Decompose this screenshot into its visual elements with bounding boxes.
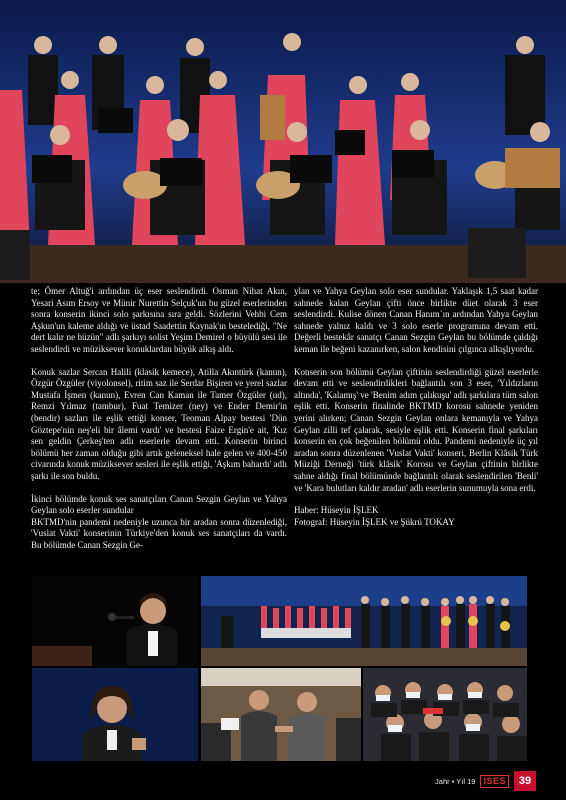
photo-audience-crowd	[363, 668, 527, 761]
photo-credits: Haber: Hüseyin İŞLEK Fotograf: Hüseyin İŞLEK ve Şükrü TOKAY	[294, 505, 455, 527]
article-column-right	[294, 286, 538, 539]
article-paragraph: Konuk sazlar Sercan Halili (klasik kemece), Atilla Akıntürk (kanun), Özgür Özgüler (viyolonsel), ritim saz ile Serdar Bişiren ve yerel sazlar Mustafa İşmen (kanun), Evren Can Kaman ile Tamer Özgüler (ud), Remzi Yılmaz (tambur), Fuat Temizer (ney) ve Ender Demir'in (bendir) sazları ile eşlik ettiği konser, Teoman Alpay bestesi 'Dün Göztepe'nin neş'eli bir âlemi vardı' ve bestesi Faize Ergin'e ait, 'Kız sen geldin Çerkeş'ten adlı eserlerle devam etti. Konserin birinci bölümü her zaman olduğu gibi artık geleneksel hale gelen ve 400-450 civarında konuk müziksever sesleri ile eşlik ettiği, 'Aşkım bahardı' adlı şarkı ile son buldu.	[31, 366, 287, 481]
photo-award-handshake	[201, 668, 361, 761]
crowd-illustration	[363, 668, 527, 761]
handshake-illustration	[201, 668, 361, 761]
article-column-left	[31, 286, 287, 562]
magazine-logo-icon: ISES	[480, 775, 509, 788]
page-footer	[435, 771, 536, 791]
photo-instrument-player	[32, 668, 198, 761]
article-paragraph: te; Ömer Altuğ'i ardından üç eser seslendirdi. Osman Nihat Akın, Yesari Asım Ersoy ve Münir Nurettin Selçuk'un bu güzel eserlerinden sonra konserin ikinci solo şarkısına sıra geldi. Sözlerini Vehbi Cem Aşkun'un kaleme aldığı ve üstad Saadettin Kaynak'ın bestelediği, "Ne dert kalır ne hüzün" adlı şarkıyı solist Yeşim Demirel o büyülü sesi ile seslendirdi ve müziksever konuklardan büyük alkış aldı.	[31, 286, 287, 354]
player-illustration	[32, 668, 198, 761]
issue-label: Jahr • Yıl 19	[435, 776, 476, 786]
page-number: 39	[514, 771, 536, 791]
article-paragraph: İkinci bölümde konuk ses sanatçıları Canan Sezgin Geylan ve Yahya Geylan solo eserler sundular BKTMD'nin pandemi nedeniyle uzunca bir aradan sonra düzenlediği, 'Vuslat Vakti' konserinin Türkiye'den konuk ses sanatçıları da vardı. Bu bölümde Canan Sezgin Ge-	[31, 493, 287, 550]
photo-stage-ensemble	[201, 576, 527, 666]
article-paragraph: Konserin son bölümü Geylan çiftinin seslendirdiği güzel eserlerle devam etti ve seslendirdikleri bağlantılı son 3 eser, 'Yıldızların altında', 'Kalamış' ve 'Benim adım çalıkuşu' adlı şarkılara tüm salon eşlik etti. Konserin finalinde BKTMD korosu sahnede yeniden yerini alırken; Canan Sezgin Geylan onlara kemanıyla ve Yahya Geylan zilli tef çalarak, sesiyle eşlik etti. Konserin final şarkıları konserin en çok beğenilen bölümü oldu. Pandemi nedeniyle üç yıl aradan sonra düzenlenen 'Vuslat Vakti' konseri, Berlin Klâsik Türk Müziği Derneği 'türk klâsik' Korosu ve Geylan çiftinin birlikte sahne aldığı final bölümünde bağlantılı olarak seslendirilen 'Benli' ve 'Kara bulutları kaldır aradan' adlı eserlerin sunumuyla sona erdi.	[294, 366, 538, 493]
stage-ensemble-illustration	[201, 576, 527, 666]
singer-illustration	[32, 576, 198, 666]
choir-stage-illustration	[0, 0, 566, 283]
article-paragraph: ylan ve Yahya Geylan solo eser sundular. Yaklaşık 1,5 saat kadar sahnede kalan Geylan çifti önce birlikte düet olarak 3 eser seslendirdi. Kulise dönen Canan Hanım`ın ardından Yahya Geylan sahnede yalnız kaldı ve 3 solo eserle programına devam etti. Değerli bestekâr sanatçı Canan Sezgin Geylan bu bölümde çaldığı keman ile beğeni kazanırken, salon kendisini çılgınca alkışlıyordu.	[294, 286, 538, 354]
hero-photo-choir-concert	[0, 0, 566, 283]
photo-male-singer	[32, 576, 198, 666]
